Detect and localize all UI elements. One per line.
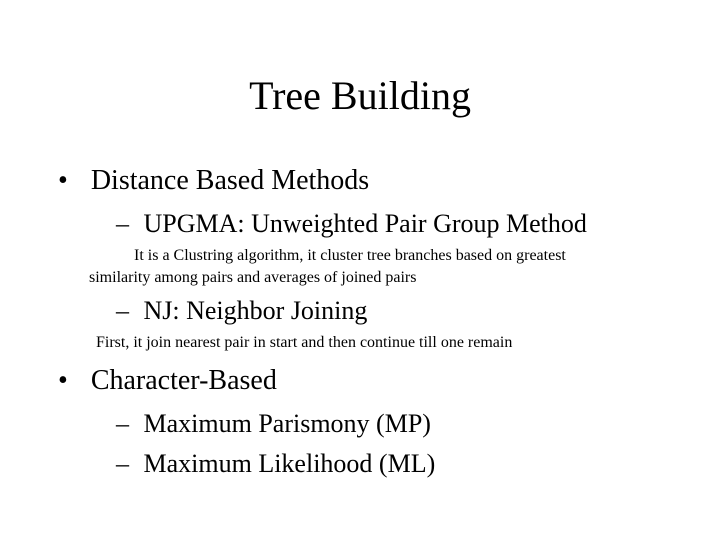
dash-marker: – <box>116 409 129 438</box>
sub-bullet-text: Maximum Likelihood (ML) <box>143 449 436 478</box>
dash-marker: – <box>116 296 129 325</box>
upgma-note-line-2: similarity among pairs and averages of joined pairs <box>89 269 417 286</box>
sub-bullet-text: UPGMA: Unweighted Pair Group Method <box>143 209 587 238</box>
nj-note: First, it join nearest pair in start and then continue till one remain <box>96 334 513 351</box>
bullet-distance-based <box>58 165 369 197</box>
bullet-character-based <box>58 365 277 397</box>
bullet-marker: • <box>58 365 68 396</box>
sub-bullet-text: NJ: Neighbor Joining <box>143 296 368 325</box>
bullet-text: Distance Based Methods <box>90 165 370 196</box>
sub-bullet-ml <box>116 449 435 479</box>
dash-marker: – <box>116 449 129 478</box>
sub-bullet-upgma <box>116 209 587 239</box>
bullet-text: Character-Based <box>90 365 277 396</box>
sub-bullet-mp <box>116 409 431 439</box>
bullet-marker: • <box>58 165 68 196</box>
upgma-note-line-1: It is a Clustring algorithm, it cluster tree branches based on greatest <box>134 247 566 264</box>
slide-title: Tree Building <box>249 73 471 118</box>
dash-marker: – <box>116 209 129 238</box>
sub-bullet-text: Maximum Parismony (MP) <box>143 409 431 438</box>
sub-bullet-nj <box>116 296 367 326</box>
